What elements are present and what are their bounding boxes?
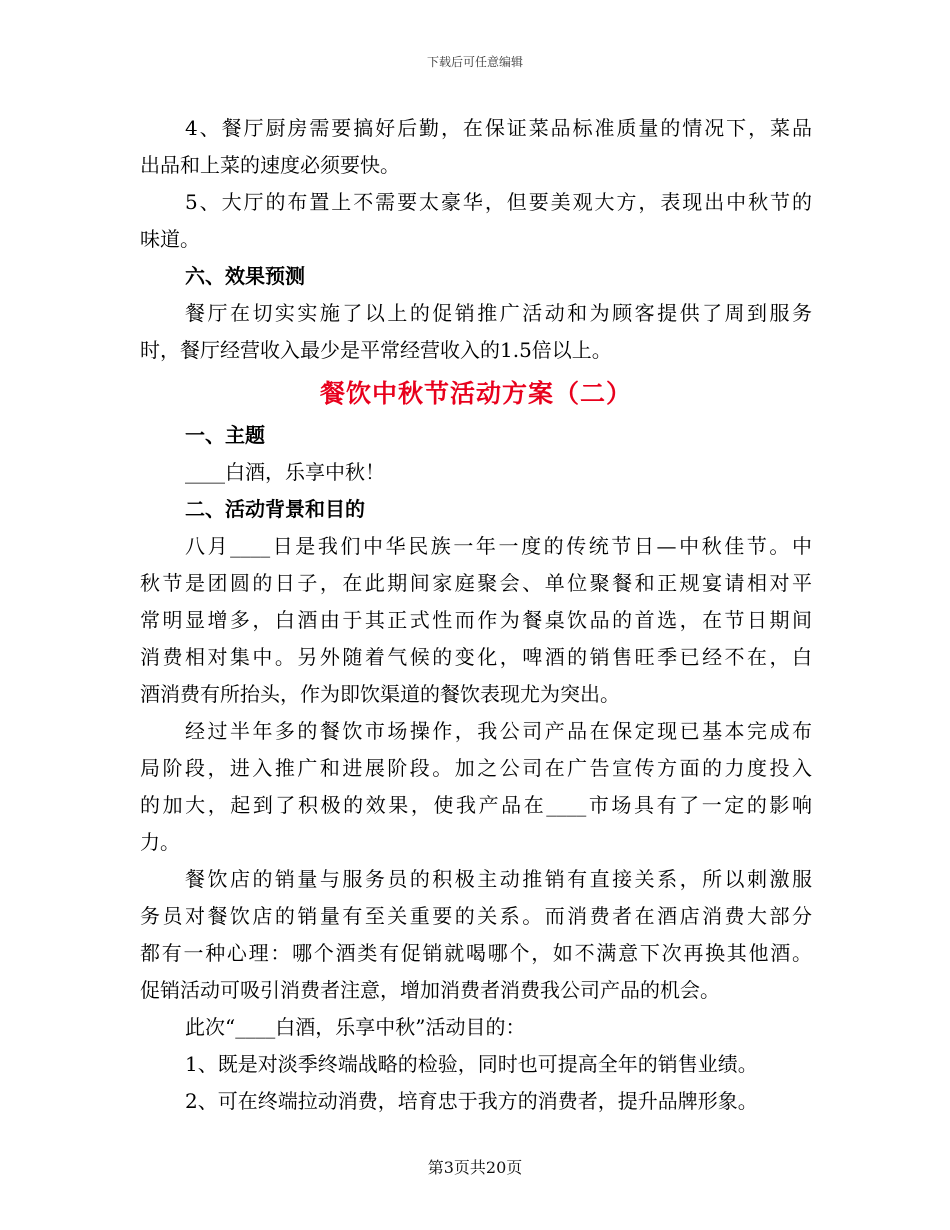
paragraph-line: 八月____日是我们中华民族一年一度的传统节日—中秋佳节。中 — [185, 534, 812, 558]
paragraph-line: 务员对餐饮店的销量有至关重要的关系。而消费者在酒店消费大部分 — [140, 904, 812, 928]
paragraph-line: 经过半年多的餐饮市场操作，我公司产品在保定现已基本完成布 — [185, 719, 812, 743]
document-body — [140, 110, 812, 1120]
paragraph-line: 都有一种心理：哪个酒类有促销就喝哪个，如不满意下次再换其他酒。 — [140, 941, 812, 965]
paragraph-line: 出品和上菜的速度必须要快。 — [140, 153, 400, 177]
paragraph-line: 局阶段，进入推广和进展阶段。加之公司在广告宣传方面的力度投入 — [140, 756, 812, 780]
paragraph-line: 促销活动可吸引消费者注意，增加消费者消费我公司产品的机会。 — [140, 978, 720, 1002]
paragraph-line: 餐厅在切实实施了以上的促销推广活动和为顾客提供了周到服务 — [185, 301, 812, 325]
list-item: 2、可在终端拉动消费，培育忠于我方的消费者，提升品牌形象。 — [185, 1089, 758, 1113]
page-footer: 第3页共20页 — [427, 1158, 523, 1177]
section-heading: 一、主题 — [185, 423, 265, 447]
paragraph-line: 时，餐厅经营收入最少是平常经营收入的1.5倍以上。 — [140, 338, 612, 362]
paragraph-line: 味道。 — [140, 227, 200, 251]
theme-line: ____白酒，乐享中秋！ — [185, 460, 385, 484]
page-header: 下载后可任意编辑 — [426, 55, 523, 69]
paragraph-line: 4、餐厅厨房需要搞好后勤，在保证菜品标准质量的情况下，菜品 — [185, 116, 812, 140]
paragraph-line: 力。 — [140, 830, 180, 854]
section-heading: 六、效果预测 — [185, 264, 305, 288]
paragraph-line: 5、大厅的布置上不需要太豪华，但要美观大方，表现出中秋节的 — [185, 190, 812, 214]
list-item: 1、既是对淡季终端战略的检验，同时也可提高全年的销售业绩。 — [185, 1052, 758, 1076]
paragraph-line: 的加大，起到了积极的效果，使我产品在____市场具有了一定的影响 — [140, 793, 812, 817]
paragraph-line: 餐饮店的销量与服务员的积极主动推销有直接关系，所以刺激服 — [185, 867, 812, 891]
paragraph-line: 酒消费有所抬头，作为即饮渠道的餐饮表现尤为突出。 — [140, 682, 620, 706]
paragraph-line: 秋节是团圆的日子，在此期间家庭聚会、单位聚餐和正规宴请相对平 — [140, 571, 812, 595]
document-title: 餐饮中秋节活动方案（二） — [319, 379, 632, 408]
paragraph-line: 此次“____白酒，乐享中秋”活动目的： — [185, 1015, 526, 1039]
paragraph-line: 常明显增多，白酒由于其正式性而作为餐桌饮品的首选，在节日期间 — [140, 608, 812, 632]
section-heading: 二、活动背景和目的 — [185, 497, 365, 521]
paragraph-line: 消费相对集中。另外随着气候的变化，啤酒的销售旺季已经不在，白 — [140, 645, 812, 669]
